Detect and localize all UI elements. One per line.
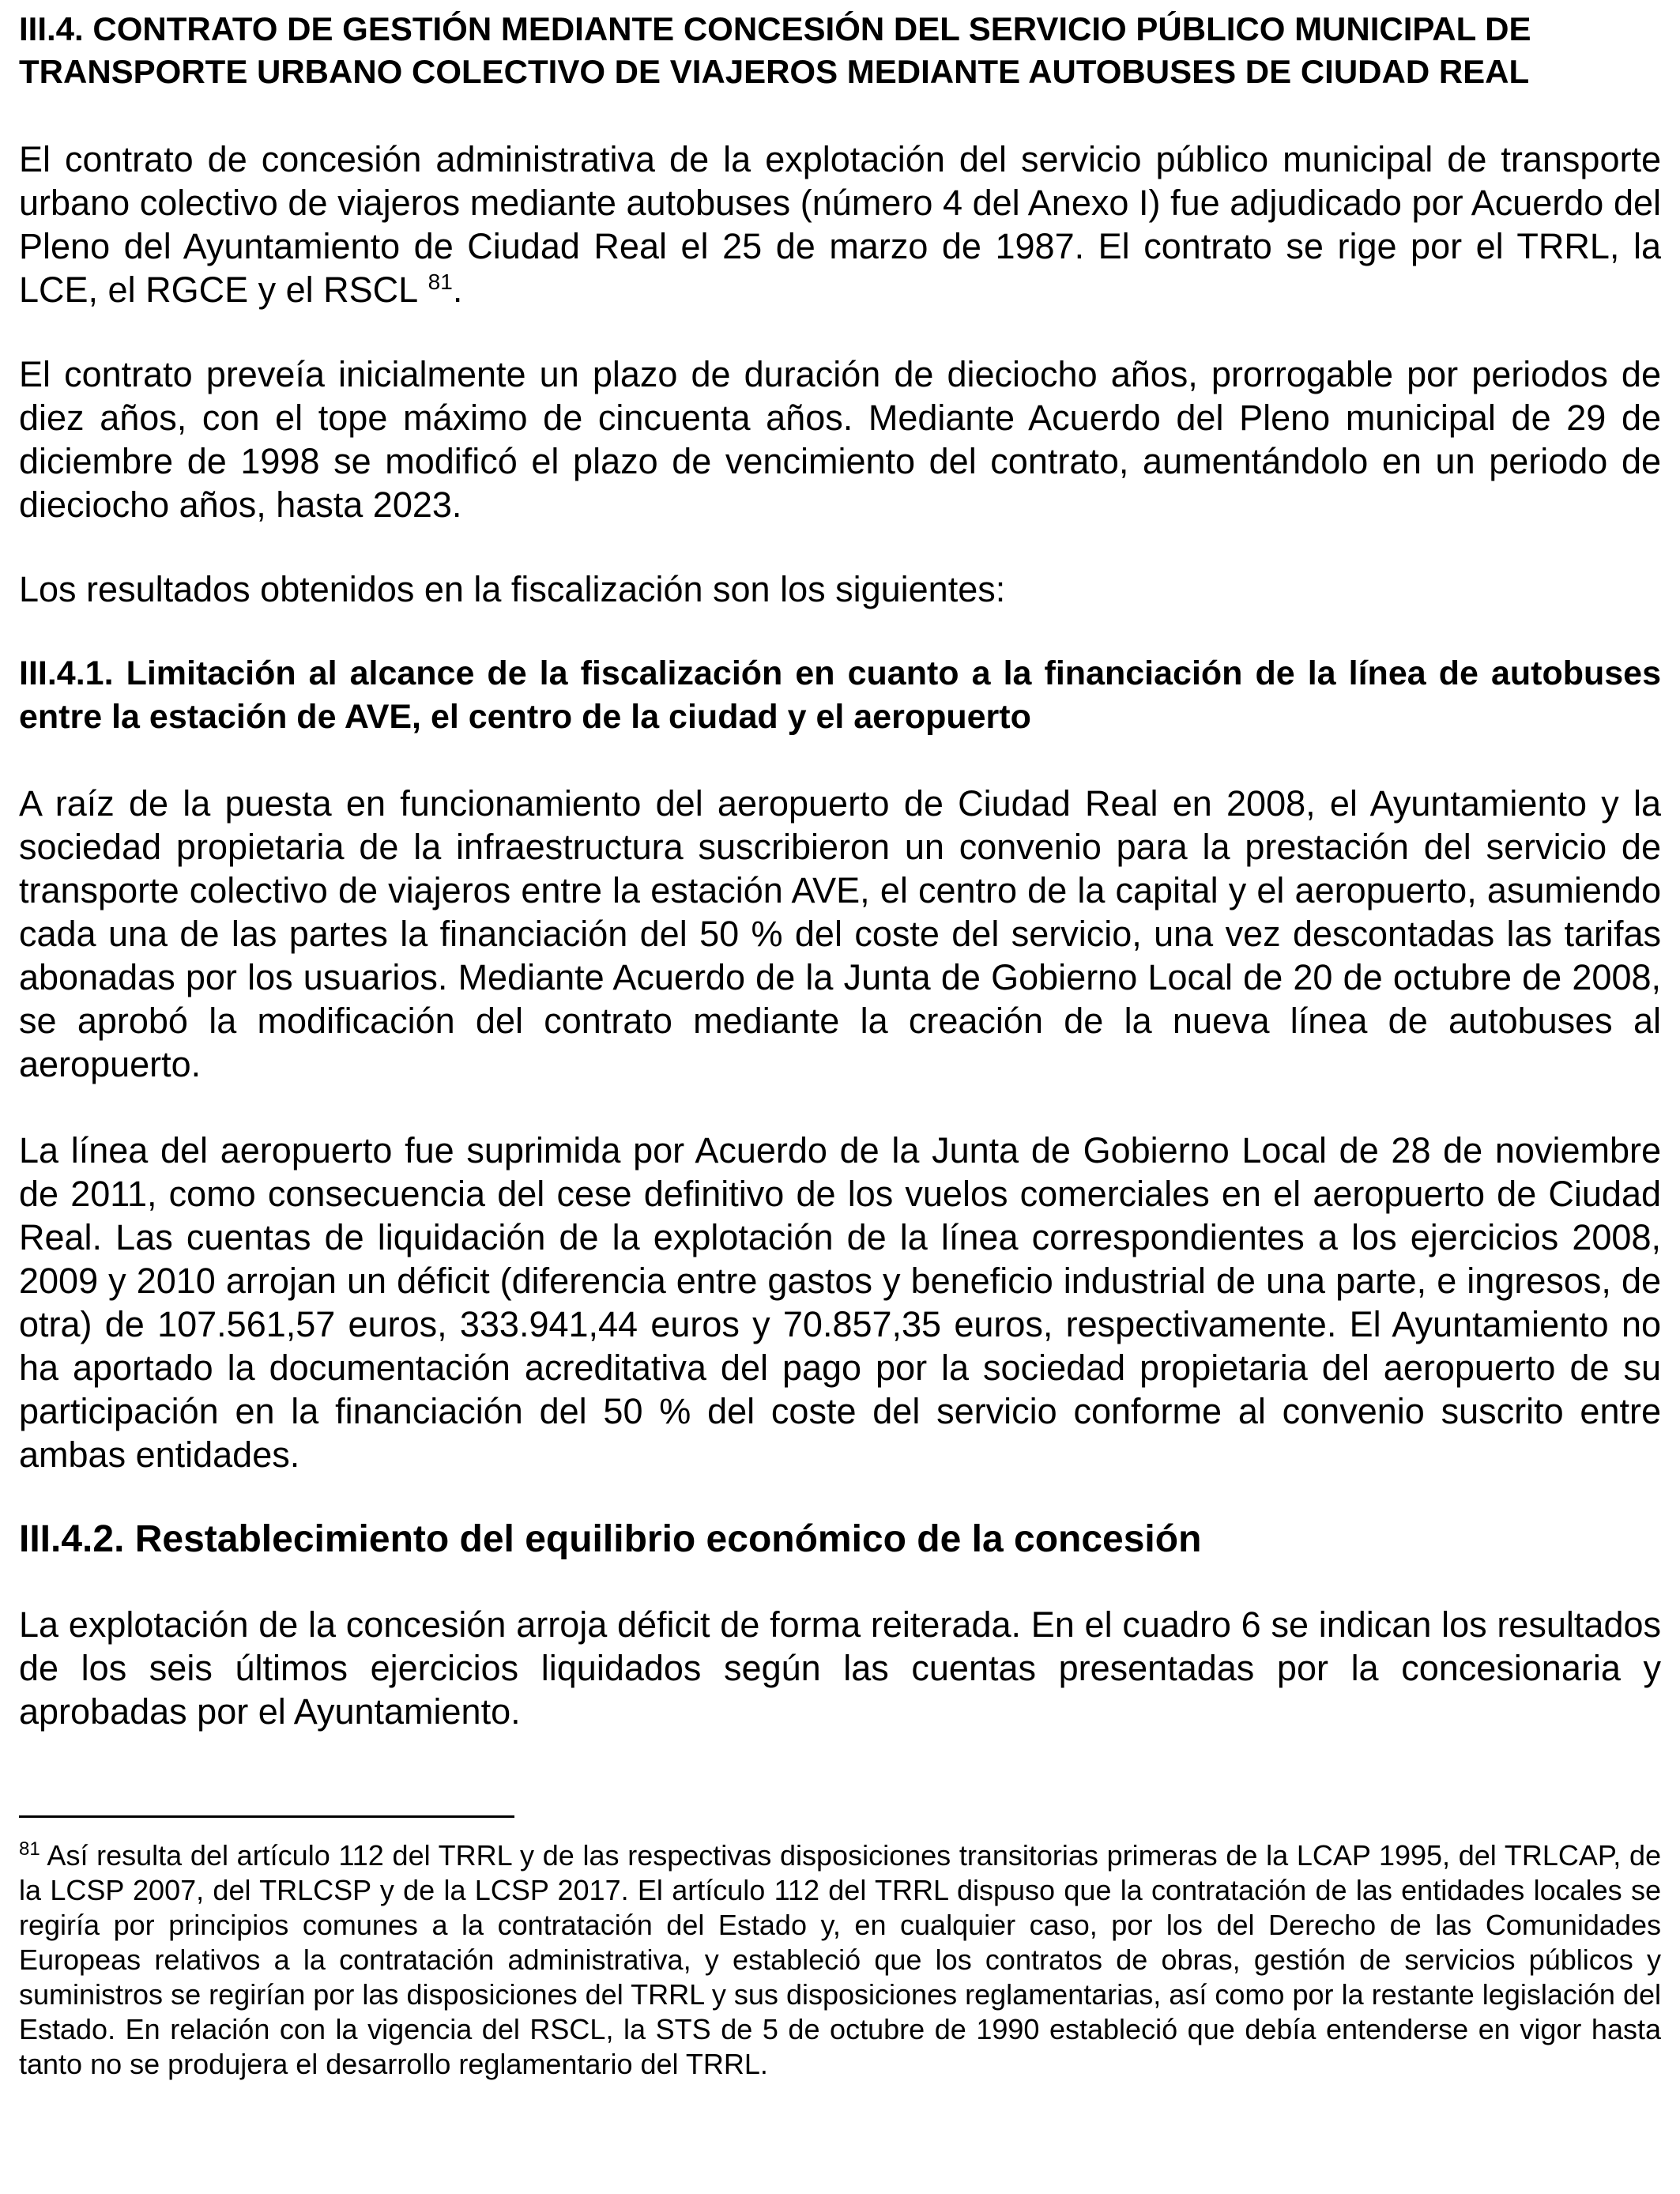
footnote-divider <box>19 1815 514 1818</box>
subsection-title-limitation: III.4.1. Limitación al alcance de la fiscalización en cuanto a la financiación de la línea de autobuses entre la estación de AVE, el centro de la ciudad y el aeropuerto <box>19 654 1661 736</box>
document-page <box>19 0 1661 2082</box>
paragraph-results-intro: Los resultados obtenidos en la fiscalización son los siguientes: <box>19 569 1006 609</box>
footnote-number: 81 <box>19 1838 40 1860</box>
footnote-81 <box>19 1838 1661 2082</box>
footnote-text: Así resulta del artículo 112 del TRRL y de las respectivas disposiciones transitorias primeras de la LCAP 1995, del TRLCAP, de la LCSP 2007, del TRLCSP y de la LCSP 2017. El artículo 112 del TRRL dispuso que la contratación de las entidades locales se regiría por principios comunes a la contratación del Estado y, en cualquier caso, por los del Derecho de las Comunidades Europeas relativos a la contratación administrativa, y estableció que los contratos de obras, gestión de servicios públicos y suministros se regirían por las disposiciones del TRRL y sus disposiciones reglamentarias, así como por la restante legislación del Estado. En relación con la vigencia del RSCL, la STS de 5 de octubre de 1990 estableció que debía entenderse en vigor hasta tanto no se produjera el desarrollo reglamentario del TRRL. <box>19 1839 1661 2080</box>
paragraph-contract-duration: El contrato preveía inicialmente un plazo de duración de dieciocho años, prorrogable por periodos de diez años, con el tope máximo de cincuenta años. Mediante Acuerdo del Pleno municipal de 29 de diciembre de 1998 se modificó el plazo de vencimiento del contrato, aumentándolo en un periodo de dieciocho años, hasta 2023. <box>19 354 1661 525</box>
paragraph-contract-award-end: . <box>452 270 463 310</box>
paragraph-airport-agreement: A raíz de la puesta en funcionamiento del aeropuerto de Ciudad Real en 2008, el Ayuntamiento y la sociedad propietaria de la infraestructura suscribieron un convenio para la prestación del servicio de transporte colectivo de viajeros entre la estación AVE, el centro de la capital y el aeropuerto, asumiendo cada una de las partes la financiación del 50 % del coste del servicio, una vez descontadas las tarifas abonadas por los usuarios. Mediante Acuerdo de la Junta de Gobierno Local de 20 de octubre de 2008, se aprobó la modificación del contrato mediante la creación de la nueva línea de autobuses al aeropuerto. <box>19 783 1661 1084</box>
paragraph-airport-line-deficit: La línea del aeropuerto fue suprimida por Acuerdo de la Junta de Gobierno Local de 28 de noviembre de 2011, como consecuencia del cese definitivo de los vuelos comerciales en el aeropuerto de Ciudad Real. Las cuentas de liquidación de la explotación de la línea correspondientes a los ejercicios 2008, 2009 y 2010 arrojan un déficit (diferencia entre gastos y beneficio industrial de una parte, e ingresos, de otra) de 107.561,57 euros, 333.941,44 euros y 70.857,35 euros, respectivamente. El Ayuntamiento no ha aportado la documentación acreditativa del pago por la sociedad propietaria del aeropuerto de su participación en la financiación del 50 % del coste del servicio conforme al convenio suscrito entre ambas entidades. <box>19 1130 1661 1475</box>
subsection-title-economic-balance: III.4.2. Restablecimiento del equilibrio económico de la concesión <box>19 1518 1202 1560</box>
paragraph-contract-award <box>19 138 1661 311</box>
footnote-reference-81[interactable]: 81 <box>428 270 453 294</box>
paragraph-contract-award-text: El contrato de concesión administrativa de la explotación del servicio público municipal de transporte urbano colectivo de viajeros mediante autobuses (número 4 del Anexo I) fue adjudicado por Acuerdo del Pleno del Ayuntamiento de Ciudad Real el 25 de marzo de 1987. El contrato se rige por el TRRL, la LCE, el RGCE y el RSCL <box>19 139 1661 310</box>
paragraph-concession-deficit: La explotación de la concesión arroja déficit de forma reiterada. En el cuadro 6 se indican los resultados de los seis últimos ejercicios liquidados según las cuentas presentadas por la concesionaria y aprobadas por el Ayuntamiento. <box>19 1604 1661 1732</box>
section-title: III.4. CONTRATO DE GESTIÓN MEDIANTE CONCESIÓN DEL SERVICIO PÚBLICO MUNICIPAL DE TRANSPORTE URBANO COLECTIVO DE VIAJEROS MEDIANTE AUTOBUSES DE CIUDAD REAL <box>19 10 1531 90</box>
